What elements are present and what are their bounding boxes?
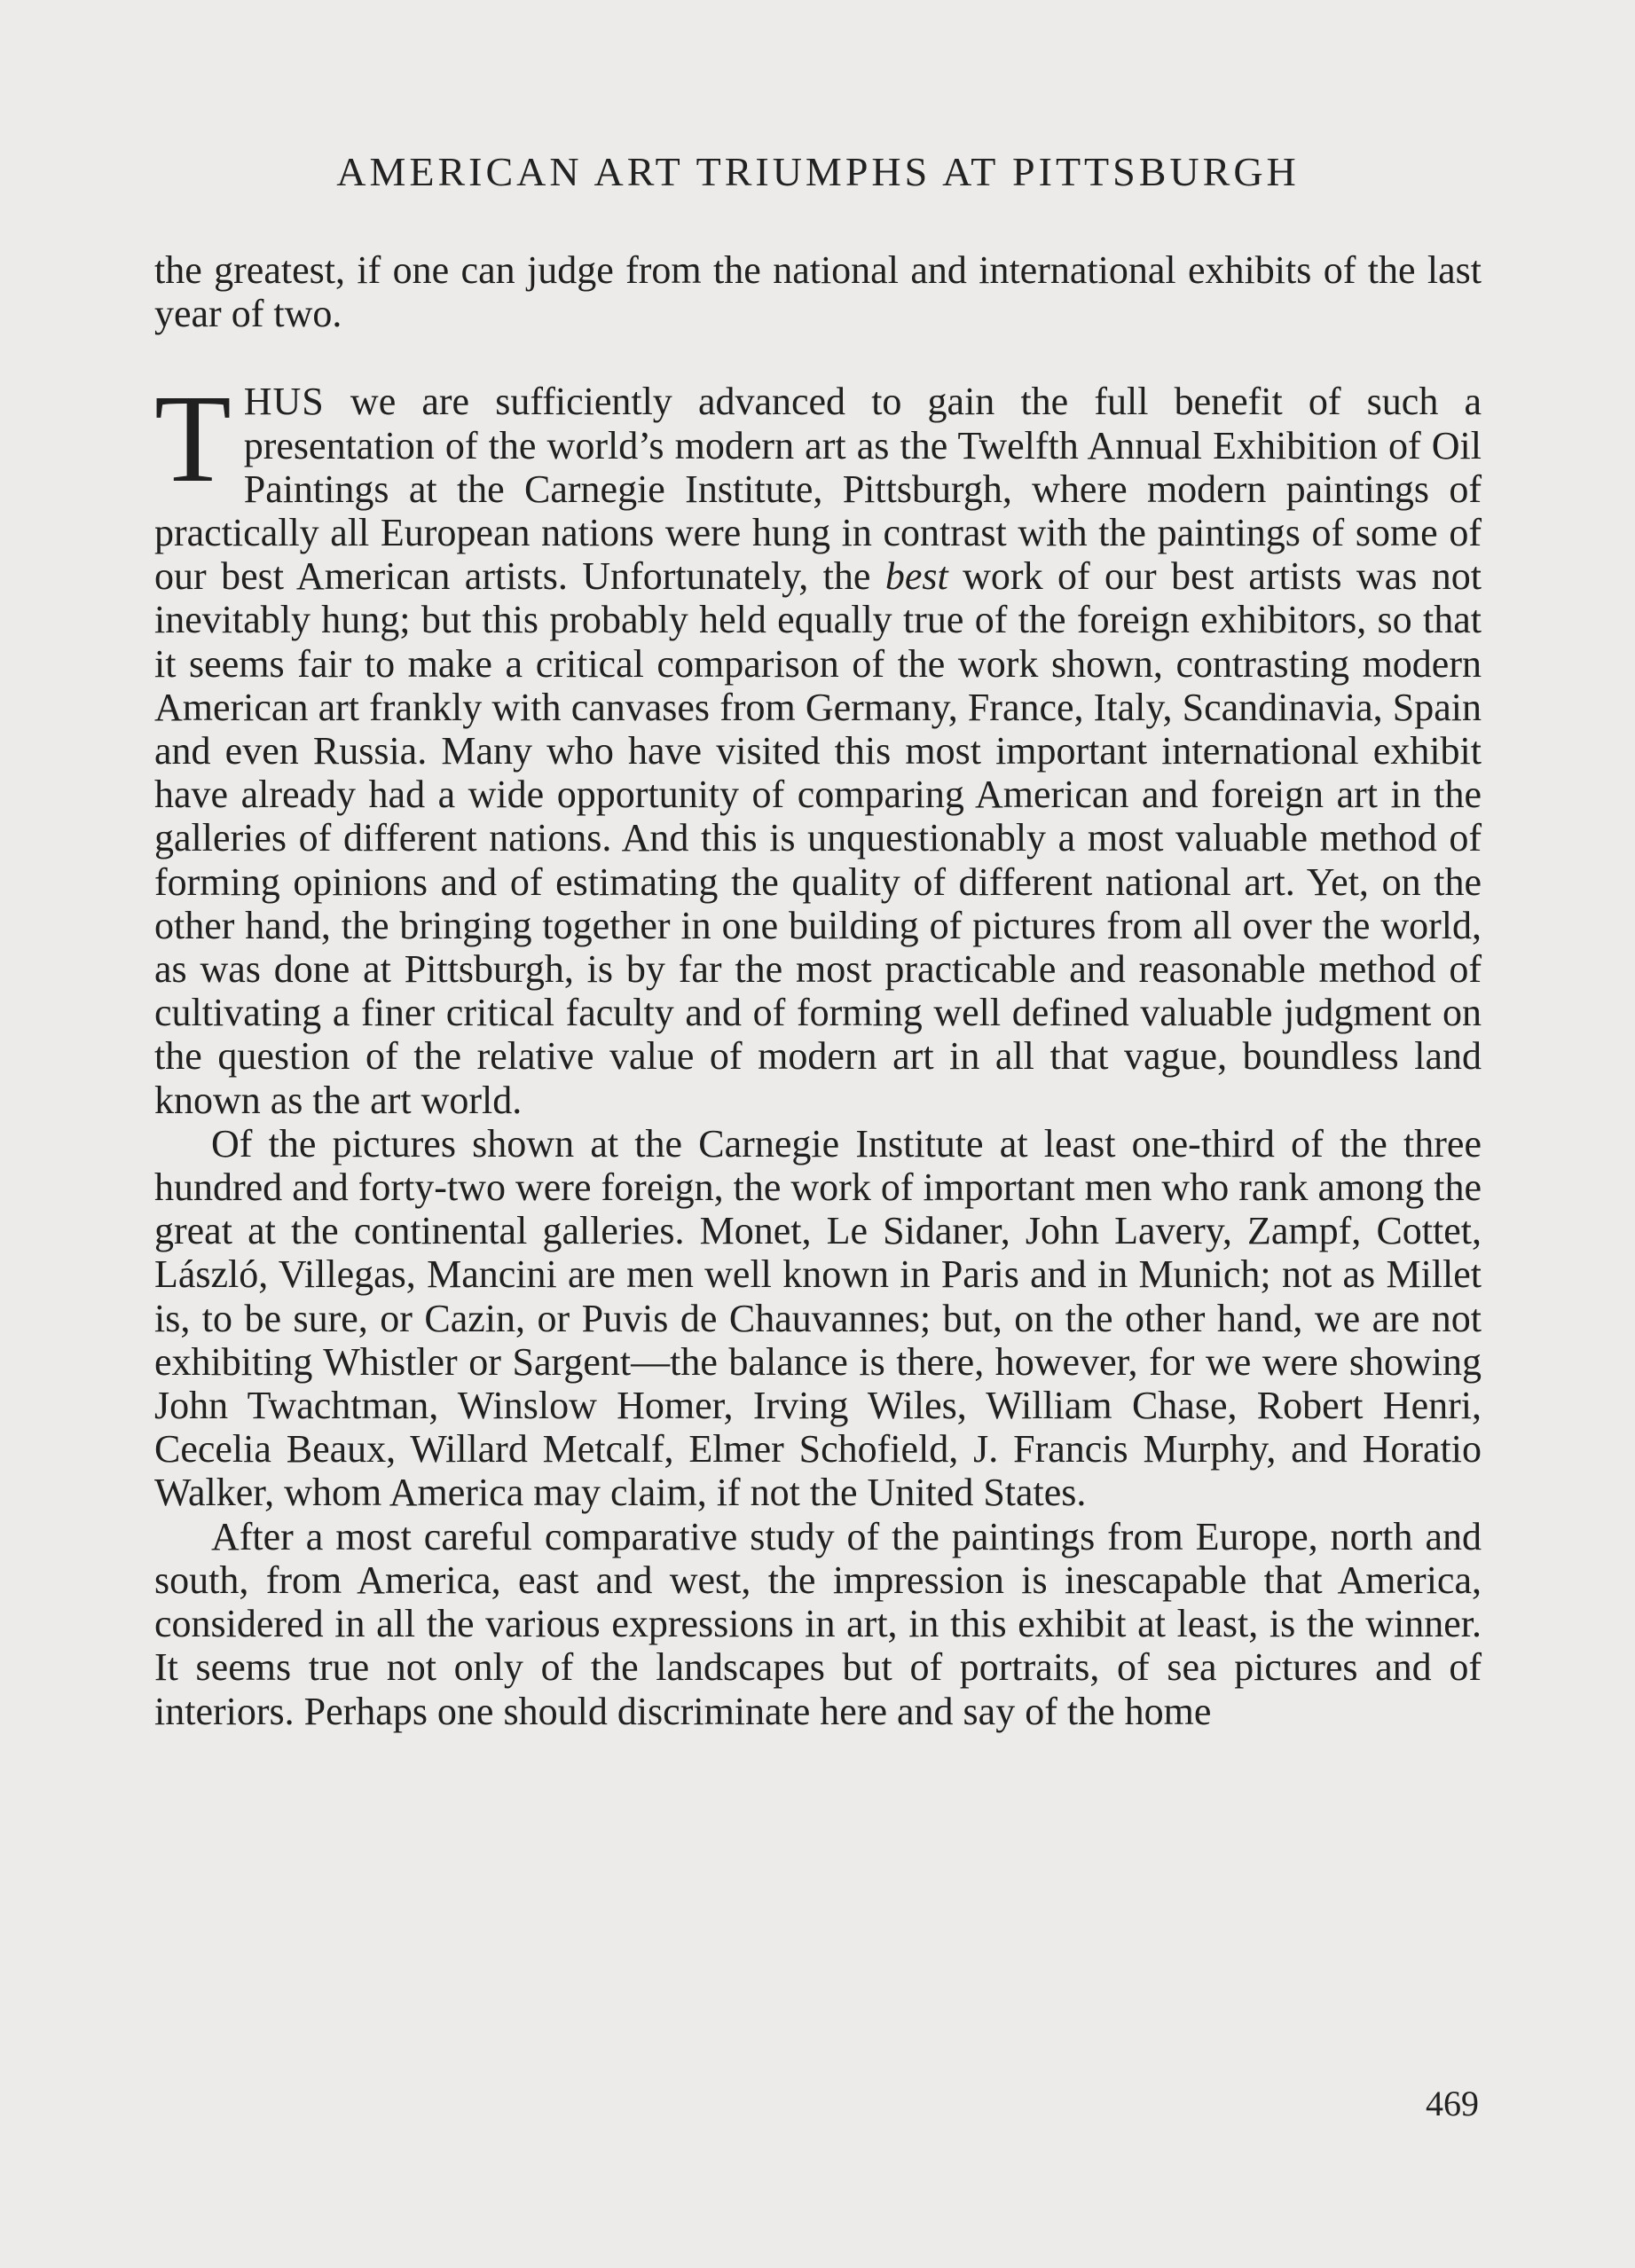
- thus-italic-word: best: [884, 554, 948, 599]
- thus-text-part2: work of our best artists was not inevitably hung; but this probably held equally true of the foreign exhibitors, so that it seems fair to make a critical comparison of the work shown, contrasting modern American art frankly with canvases from Germany, France, Italy, Scandinavia, Spain and even Russia. Many who have visited this most important international exhibit have already had a wide opportunity of comparing American and foreign art in the galleries of different nations. And this is unquestionably a most valuable method of forming opinions and of estimating the quality of different national art. Yet, on the other hand, the bringing together in one building of pictures from all over the world, as was done at Pittsburgh, is by far the most practicable and reasonable method of cultivating a finer critical faculty and of forming well defined valuable judgment on the question of the relative value of modern art in all that vague, boundless land known as the art world.: [154, 554, 1482, 1122]
- paragraph-after: After a most careful comparative study of the paintings from Europe, north and south, from America, east and west, the impression is inescapable that America, considered in all the various expressions in art, in this exhibit at least, is the winner. It seems true not only of the landscapes but of portraits, of sea pictures and of interiors. Perhaps one should discriminate here and say of the home: [154, 1514, 1482, 1733]
- thus-text-part1: we are sufficiently advanced to gain the full benefit of such a presentation of the world’s modern art as the Twelfth Annual Exhibition of Oil Paintings at the Carnegie Institute, Pittsburgh, where modern paintings of practically all European nations were hung in contrast with the paintings of some of our best American artists. Unfortunately, the: [154, 380, 1482, 599]
- thus-small-caps: HUS: [243, 380, 325, 424]
- paragraph-intro: the greatest, if one can judge from the national and international exhibits of the last year of two.: [154, 248, 1482, 336]
- drop-cap: T: [154, 368, 232, 509]
- paragraph-pictures: Of the pictures shown at the Carnegie Institute at least one-third of the three hundred and forty-two were foreign, the work of important men who rank among the great at the continental galleries. Monet, Le Sidaner, John Lavery, Zampf, Cottet, László, Villegas, Mancini are men well known in Paris and in Munich; not as Millet is, to be sure, or Cazin, or Puvis de Chauvannes; but, on the other hand, we are not exhibiting Whistler or Sargent—the balance is there, however, for we were showing John Twachtman, Winslow Homer, Irving Wiles, William Chase, Robert Henri, Cecelia Beaux, Willard Metcalf, Elmer Schofield, J. Francis Murphy, and Horatio Walker, whom America may claim, if not the United States.: [154, 1121, 1482, 1515]
- running-head: AMERICAN ART TRIUMPHS AT PITTSBURGH: [336, 149, 1300, 194]
- article-body: [154, 248, 1482, 1733]
- paragraph-thus: [154, 368, 1482, 1122]
- page-number: 469: [1426, 2084, 1479, 2123]
